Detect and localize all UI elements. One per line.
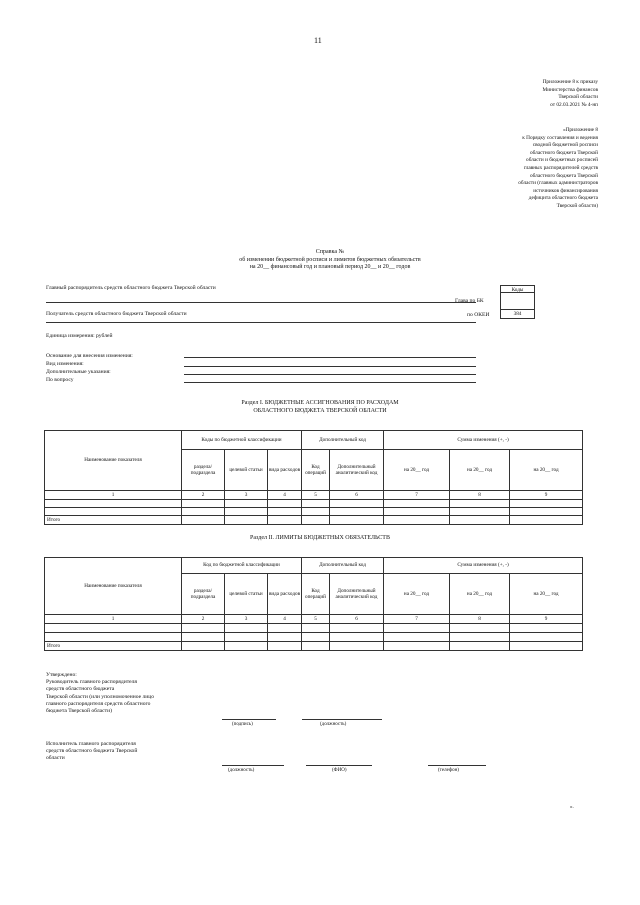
approval-line: Тверской области (или уполномоченное лицо bbox=[46, 693, 155, 700]
okei-label: по ОКЕИ bbox=[467, 312, 490, 318]
s1-name-header: Наименование показателя bbox=[45, 431, 182, 491]
s2-col-anal: Дополнительный аналитический код bbox=[330, 574, 384, 615]
s2-col-op: Код операций bbox=[302, 574, 330, 615]
request-label: По вопросу bbox=[46, 377, 74, 383]
approval-line: Утверждено: bbox=[46, 672, 77, 678]
s2-cell[interactable] bbox=[450, 633, 510, 642]
s2-cell[interactable] bbox=[330, 642, 384, 651]
s1-cell[interactable] bbox=[384, 508, 450, 516]
s1-col-anal: Дополнительный аналитический код bbox=[330, 450, 384, 491]
appendix-a-line: Приложение 8 к приказу bbox=[542, 79, 598, 85]
s2-num: 8 bbox=[450, 615, 510, 624]
section1-title-line2: ОБЛАСТНОГО БЮДЖЕТА ТВЕРСКОЙ ОБЛАСТИ bbox=[253, 407, 387, 414]
page-number: 11 bbox=[314, 36, 322, 45]
s1-num: 2 bbox=[182, 491, 225, 500]
s2-col-year3: на 20__ год bbox=[510, 574, 583, 615]
s1-cell[interactable] bbox=[225, 500, 268, 508]
s1-cell[interactable] bbox=[268, 516, 302, 525]
s2-cell[interactable] bbox=[450, 642, 510, 651]
s1-col-op: Код операций bbox=[302, 450, 330, 491]
s2-num: 6 bbox=[330, 615, 384, 624]
executor-line: средств областного бюджета Тверской bbox=[46, 748, 138, 755]
s1-num: 6 bbox=[330, 491, 384, 500]
s1-cell[interactable] bbox=[450, 500, 510, 508]
s1-num: 7 bbox=[384, 491, 450, 500]
basis-label: Основание для внесения изменения: bbox=[46, 353, 133, 359]
s2-cell[interactable] bbox=[182, 642, 225, 651]
s2-data-row bbox=[45, 624, 583, 633]
s1-num: 1 bbox=[45, 491, 182, 500]
s1-cell[interactable] bbox=[330, 500, 384, 508]
end-mark: ». bbox=[570, 805, 574, 810]
appendix-b-line: источников финансирования bbox=[533, 187, 598, 194]
bk-label: Глава по БК bbox=[455, 298, 484, 304]
executor-phone-caption: (телефон) bbox=[438, 768, 459, 773]
s2-cell[interactable] bbox=[182, 633, 225, 642]
s2-col-year2: на 20__ год bbox=[450, 574, 510, 615]
executor-position-line[interactable] bbox=[222, 765, 284, 766]
s1-cell[interactable] bbox=[302, 508, 330, 516]
approval-position-line[interactable] bbox=[302, 719, 382, 720]
s2-cell[interactable] bbox=[182, 624, 225, 633]
s1-cell[interactable] bbox=[330, 508, 384, 516]
s2-cell[interactable] bbox=[510, 633, 583, 642]
s2-total-label: Итого bbox=[45, 642, 182, 651]
appendix-b-line: дефицита областного бюджета bbox=[528, 195, 598, 202]
s2-cell[interactable] bbox=[330, 633, 384, 642]
s2-cell[interactable] bbox=[384, 633, 450, 642]
s1-cell[interactable] bbox=[510, 500, 583, 508]
s2-cell[interactable] bbox=[225, 642, 268, 651]
appendix-b-line: к Порядку составления и ведения bbox=[522, 134, 598, 141]
s1-col-year1: на 20__ год bbox=[384, 450, 450, 491]
executor-fio-line[interactable] bbox=[306, 765, 372, 766]
s2-num: 9 bbox=[510, 615, 583, 624]
request-line[interactable] bbox=[184, 382, 476, 383]
approval-line: главного распорядителя средств областного bbox=[46, 700, 151, 707]
s1-extra-group: Дополнительный код bbox=[302, 431, 384, 450]
s2-col-target: целевой статьи bbox=[225, 574, 268, 615]
s1-cell[interactable] bbox=[384, 500, 450, 508]
executor-line: области bbox=[46, 755, 65, 762]
s1-cell[interactable] bbox=[450, 516, 510, 525]
recipient-line[interactable] bbox=[46, 322, 476, 323]
s2-cell[interactable] bbox=[330, 624, 384, 633]
unit-label: Единица измерения: рублей bbox=[46, 333, 113, 339]
s2-cell[interactable] bbox=[384, 642, 450, 651]
s2-cell[interactable] bbox=[45, 624, 182, 633]
appendix-a-line: Министерства финансов bbox=[542, 86, 598, 93]
section1-table bbox=[44, 430, 583, 525]
appendix-b-line: Тверской области) bbox=[556, 202, 598, 209]
s1-total-row bbox=[45, 516, 583, 525]
recipient-label: Получатель средств областного бюджета Тверской области bbox=[46, 311, 187, 317]
s1-cell[interactable] bbox=[268, 500, 302, 508]
s1-cell[interactable] bbox=[225, 508, 268, 516]
s1-col-target: целевой статьи bbox=[225, 450, 268, 491]
main-manager-line[interactable] bbox=[46, 302, 476, 303]
appendix-b-line: областного бюджета Тверской bbox=[529, 172, 598, 179]
s1-total-label: Итого bbox=[45, 516, 182, 525]
s2-name-header: Наименование показателя bbox=[45, 558, 182, 615]
s2-sum-group: Сумма изменения (+, -) bbox=[384, 558, 583, 574]
s1-num: 3 bbox=[225, 491, 268, 500]
approval-position-caption: (должность) bbox=[320, 722, 347, 727]
executor-position-caption: (должность) bbox=[228, 768, 255, 773]
executor-line: Исполнитель главного распорядителя bbox=[46, 741, 136, 747]
s2-num: 3 bbox=[225, 615, 268, 624]
document-title bbox=[150, 249, 510, 272]
s1-col-type: вида расходов bbox=[268, 450, 302, 491]
codes-okei-cell[interactable]: 384 bbox=[500, 310, 535, 319]
s1-data-row bbox=[45, 508, 583, 516]
s2-cell[interactable] bbox=[225, 624, 268, 633]
s2-cell[interactable] bbox=[510, 642, 583, 651]
s2-cell[interactable] bbox=[302, 624, 330, 633]
appendix-b-line: сводной бюджетной росписи bbox=[532, 142, 598, 149]
s1-cell[interactable] bbox=[182, 500, 225, 508]
s1-col-year2: на 20__ год bbox=[450, 450, 510, 491]
s1-num: 4 bbox=[268, 491, 302, 500]
s1-cell[interactable] bbox=[182, 516, 225, 525]
change-type-label: Вид изменения: bbox=[46, 361, 84, 367]
approval-sign-line[interactable] bbox=[222, 719, 276, 720]
approval-line: средств областного бюджета bbox=[46, 686, 115, 693]
appendix-b-line: областного бюджета Тверской bbox=[529, 149, 598, 156]
executor-block bbox=[46, 741, 246, 763]
s1-cell[interactable] bbox=[45, 508, 182, 516]
change-type-line[interactable] bbox=[184, 366, 476, 367]
s2-num: 7 bbox=[384, 615, 450, 624]
s2-num: 1 bbox=[45, 615, 182, 624]
appendix-b-line: главных распорядителей средств bbox=[523, 164, 598, 171]
s1-data-row bbox=[45, 500, 583, 508]
s2-num: 4 bbox=[268, 615, 302, 624]
s2-cell[interactable] bbox=[302, 642, 330, 651]
s2-cell[interactable] bbox=[302, 633, 330, 642]
s2-codes-group: Код по бюджетной классификации bbox=[182, 558, 302, 574]
s2-cell[interactable] bbox=[268, 633, 302, 642]
extra-label: Дополнительные указания: bbox=[46, 369, 111, 375]
extra-line[interactable] bbox=[184, 374, 476, 375]
s2-num: 5 bbox=[302, 615, 330, 624]
appendix-procedure-note bbox=[448, 127, 598, 211]
s2-data-row bbox=[45, 633, 583, 642]
approval-block bbox=[46, 672, 246, 715]
codes-bk-cell[interactable] bbox=[500, 293, 535, 310]
title-line-3: на 20__ финансовый год и плановый период 20__ и 20__ годов bbox=[249, 264, 411, 271]
s2-col-year1: на 20__ год bbox=[384, 574, 450, 615]
s2-cell[interactable] bbox=[510, 624, 583, 633]
appendix-order-note bbox=[478, 79, 598, 109]
s2-cell[interactable] bbox=[268, 624, 302, 633]
appendix-a-line: Тверской области bbox=[558, 94, 598, 101]
s1-cell[interactable] bbox=[302, 516, 330, 525]
appendix-b-line: области и бюджетных росписей bbox=[526, 157, 598, 164]
s2-col-type: вида расходов bbox=[268, 574, 302, 615]
s1-cell[interactable] bbox=[510, 516, 583, 525]
s1-cell[interactable] bbox=[45, 500, 182, 508]
s1-col-year3: на 20__ год bbox=[510, 450, 583, 491]
approval-line: бюджета Тверской области) bbox=[46, 708, 112, 715]
s2-cell[interactable] bbox=[450, 624, 510, 633]
s1-cell[interactable] bbox=[268, 508, 302, 516]
basis-line[interactable] bbox=[184, 357, 476, 358]
s1-cell[interactable] bbox=[225, 516, 268, 525]
s1-num: 8 bbox=[450, 491, 510, 500]
title-line-1: Справка № bbox=[315, 249, 345, 255]
section2-title: Раздел II. ЛИМИТЫ БЮДЖЕТНЫХ ОБЯЗАТЕЛЬСТВ bbox=[250, 535, 390, 541]
s2-cell[interactable] bbox=[45, 633, 182, 642]
s2-total-row bbox=[45, 642, 583, 651]
s2-num: 2 bbox=[182, 615, 225, 624]
s2-cell[interactable] bbox=[225, 633, 268, 642]
s1-cell[interactable] bbox=[510, 508, 583, 516]
s2-extra-group: Дополнительный код bbox=[302, 558, 384, 574]
s2-cell[interactable] bbox=[384, 624, 450, 633]
executor-phone-line[interactable] bbox=[428, 765, 486, 766]
s2-cell[interactable] bbox=[268, 642, 302, 651]
s1-codes-group: Коды по бюджетной классификации bbox=[182, 431, 302, 450]
section2-table bbox=[44, 557, 583, 651]
approval-sign-caption: (подпись) bbox=[232, 722, 253, 727]
executor-fio-caption: (ФИО) bbox=[332, 768, 347, 773]
codes-header: Коды bbox=[500, 285, 535, 293]
s1-sum-group: Сумма изменения (+, -) bbox=[384, 431, 583, 450]
approval-line: Руководитель главного распорядителя bbox=[46, 679, 138, 686]
section1-title bbox=[0, 400, 640, 415]
s1-cell[interactable] bbox=[450, 508, 510, 516]
main-manager-label: Главный распорядитель средств областного бюджета Тверской области bbox=[46, 285, 216, 291]
s1-cell[interactable] bbox=[330, 516, 384, 525]
s1-cell[interactable] bbox=[302, 500, 330, 508]
s1-cell[interactable] bbox=[182, 508, 225, 516]
title-line-2: об изменении бюджетной росписи и лимитов бюджетных обязательств bbox=[239, 256, 421, 263]
appendix-a-line: от 02.03.2021 № 4-нп bbox=[550, 101, 598, 108]
appendix-b-line: области (главных администраторов bbox=[518, 180, 598, 187]
s1-num: 5 bbox=[302, 491, 330, 500]
s1-col-razdel: раздела/ подраздела bbox=[182, 450, 225, 491]
s1-cell[interactable] bbox=[384, 516, 450, 525]
s2-col-razdel: раздела/ подраздела bbox=[182, 574, 225, 615]
appendix-b-line: «Приложение 8 bbox=[562, 127, 598, 133]
s1-num: 9 bbox=[510, 491, 583, 500]
section1-title-line1: Раздел I. БЮДЖЕТНЫЕ АССИГНОВАНИЯ ПО РАСХОДАМ bbox=[241, 400, 399, 406]
